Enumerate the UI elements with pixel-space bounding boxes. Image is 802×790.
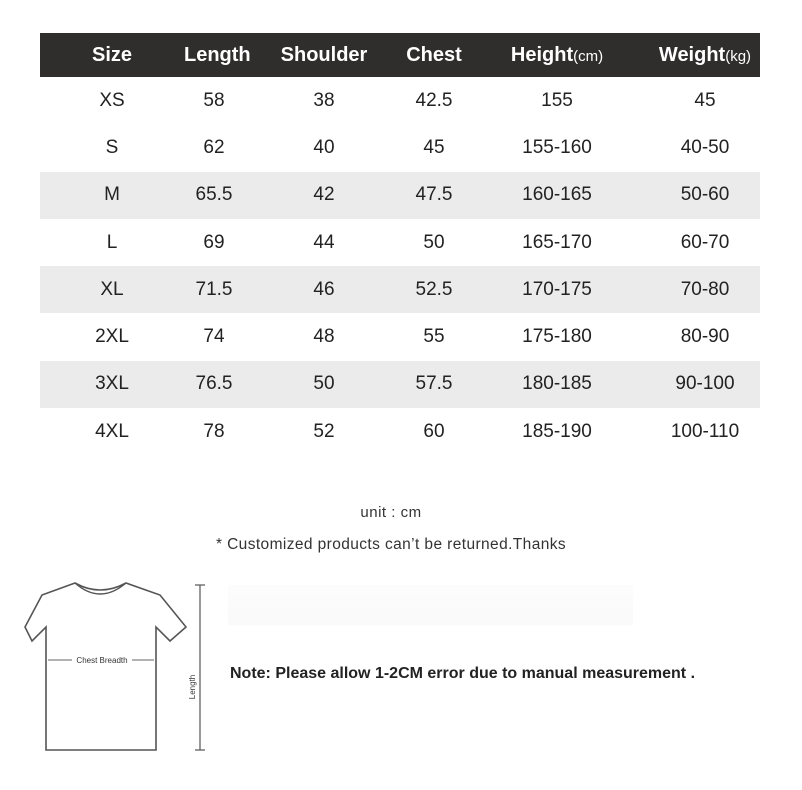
cell-chest: 52.5 [415,278,453,300]
cell-chest: 45 [423,136,445,158]
header-length [184,43,251,67]
cell-size: 2XL [95,326,129,348]
cell-shoulder: 52 [313,420,335,442]
cell-length: 62 [203,136,225,158]
size-chart-table [40,33,760,455]
cell-size: L [106,231,118,253]
header-unit: (cm) [573,47,604,65]
cell-weight: 45 [694,89,716,111]
cell-weight: 40-50 [680,136,730,158]
measurement-note: Note: Please allow 1-2CM error due to manual measurement . [230,665,696,682]
table-row [40,219,760,266]
cell-size: 4XL [95,420,129,442]
cell-height: 160-165 [522,184,592,206]
cell-height: 165-170 [522,231,592,253]
unit-note: unit : cm [360,504,422,521]
cell-length: 69 [203,231,225,253]
tshirt-outline [25,583,186,750]
header-height [464,44,650,67]
cell-length: 76.5 [195,373,233,395]
header-label: Weight [658,43,726,66]
cell-length: 78 [203,420,225,442]
cell-chest: 42.5 [415,89,453,111]
cell-chest: 60 [423,420,445,442]
cell-length: 74 [203,326,225,348]
header-label: Size [91,43,133,66]
cell-shoulder: 38 [313,89,335,111]
header-size [40,44,184,67]
cell-chest: 55 [423,326,445,348]
cell-shoulder: 48 [313,326,335,348]
cell-weight: 80-90 [680,326,730,348]
chest-breadth-label: Chest Breadth [76,656,128,665]
cell-height: 180-185 [522,373,592,395]
cell-height: 185-190 [522,420,592,442]
cell-size: 3XL [95,373,129,395]
header-label: Shoulder [280,43,368,66]
cell-weight: 90-100 [675,373,735,395]
cell-weight: 70-80 [680,278,730,300]
cell-shoulder: 42 [313,184,335,206]
background-band [228,585,633,625]
cell-weight: 100-110 [670,420,740,442]
cell-chest: 57.5 [415,373,453,395]
header-label: Chest [406,43,462,66]
cell-chest: 50 [423,231,445,253]
cell-length: 65.5 [195,184,233,206]
header-unit: (kg) [725,47,752,65]
cell-shoulder: 46 [313,278,335,300]
header-chest [404,44,464,67]
cell-shoulder: 50 [313,373,335,395]
table-row [40,172,760,219]
cell-length: 71.5 [195,278,233,300]
table-row [40,266,760,313]
cell-shoulder: 40 [313,136,335,158]
header-weight [650,44,760,67]
table-row [40,77,760,124]
cell-size: M [104,184,120,206]
cell-weight: 50-60 [680,184,730,206]
tshirt-diagram [20,575,220,760]
header-shoulder [244,44,404,67]
table-row [40,361,760,408]
table-row [40,313,760,360]
cell-height: 155-160 [522,136,592,158]
cell-size: S [105,136,119,158]
cell-chest: 47.5 [415,184,453,206]
cell-height: 175-180 [522,326,592,348]
header-label: Height [510,43,574,66]
table-row [40,408,760,455]
tshirt-illustration [20,575,220,760]
returns-note: * Customized products can’t be returned.Thanks [215,536,567,553]
cell-length: 58 [203,89,225,111]
cell-size: XS [99,89,125,111]
cell-shoulder: 44 [313,231,335,253]
header-label: Length [184,43,251,66]
cell-height: 170-175 [522,278,592,300]
table-body [40,77,760,455]
cell-height: 155 [541,89,573,111]
cell-size: XL [100,278,124,300]
table-header-row [40,33,760,77]
table-row [40,124,760,171]
cell-weight: 60-70 [680,231,730,253]
length-label: Length [188,674,197,700]
